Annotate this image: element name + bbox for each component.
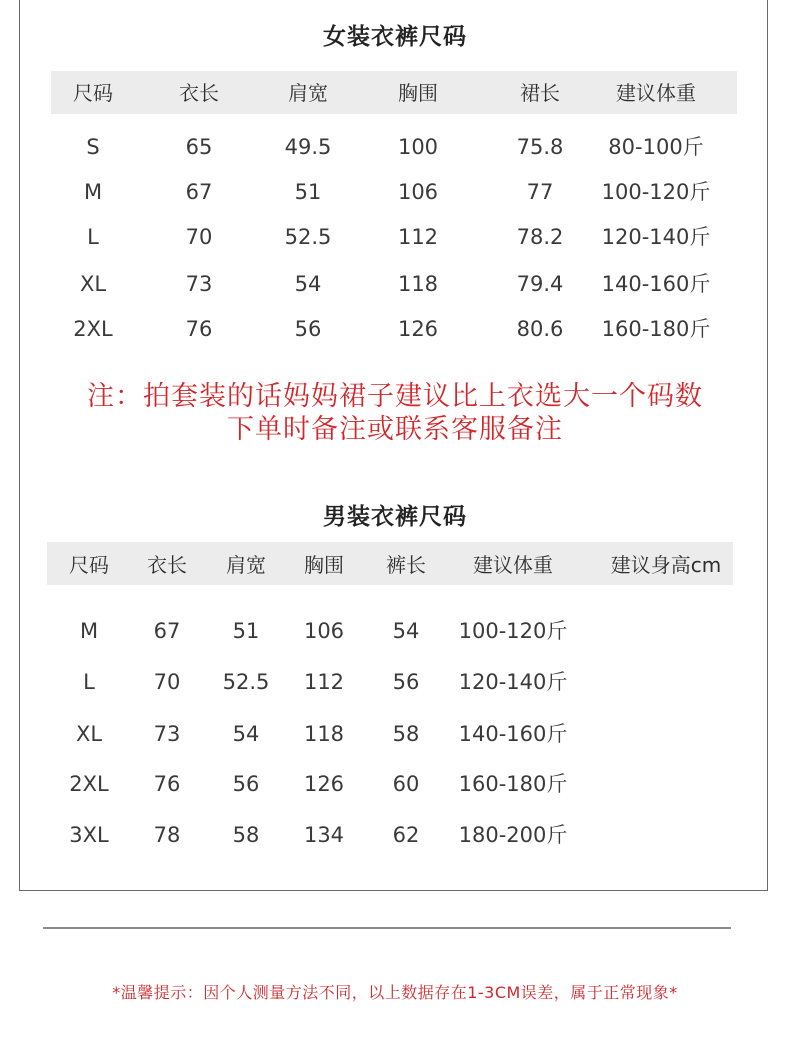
size-note-line-2: 下单时备注或联系客服备注 — [227, 414, 563, 445]
men-table-cell: 62 — [392, 823, 420, 847]
men-header-cell: 建议体重 — [473, 553, 553, 577]
men-table-cell: 2XL — [69, 772, 109, 796]
women-table-cell: 75.8 — [516, 135, 564, 159]
women-size-title: 女装衣裤尺码 — [323, 24, 467, 50]
women-table-cell: 52.5 — [284, 225, 332, 249]
men-header-cell: 肩宽 — [226, 553, 266, 577]
men-size-title: 男装衣裤尺码 — [323, 504, 467, 530]
men-table-cell: 58 — [392, 722, 420, 746]
men-header-cell: 建议身高cm — [610, 553, 722, 577]
men-table-cell: 160-180斤 — [458, 772, 568, 796]
women-table-cell: 49.5 — [284, 135, 332, 159]
women-table-cell: 78.2 — [516, 225, 564, 249]
women-table-cell: 100 — [397, 135, 439, 159]
women-table-cell: 106 — [397, 180, 439, 204]
men-table-cell: 112 — [303, 670, 345, 694]
women-table-cell: 70 — [185, 225, 213, 249]
size-note-line-1: 注：拍套装的话妈妈裙子建议比上衣选大一个码数 — [87, 381, 703, 412]
women-table-cell: L — [87, 225, 99, 249]
women-table-cell: 126 — [397, 317, 439, 341]
men-table-cell: 3XL — [69, 823, 109, 847]
women-table-cell: 51 — [294, 180, 322, 204]
men-header-cell: 胸围 — [304, 553, 344, 577]
women-table-cell: 120-140斤 — [601, 225, 711, 249]
women-table-cell: S — [86, 135, 100, 159]
men-table-cell: 134 — [303, 823, 345, 847]
women-table-cell: 77 — [526, 180, 554, 204]
women-header-cell: 胸围 — [398, 81, 438, 105]
women-header-cell: 建议体重 — [616, 81, 696, 105]
men-header-cell: 尺码 — [69, 553, 109, 577]
men-table-cell: 100-120斤 — [458, 619, 568, 643]
men-table-cell: 56 — [232, 772, 260, 796]
men-table-cell: 58 — [232, 823, 260, 847]
women-table-cell: 54 — [294, 272, 322, 296]
men-table-cell: 70 — [153, 670, 181, 694]
men-header-cell: 衣长 — [147, 553, 187, 577]
men-table-cell: 106 — [303, 619, 345, 643]
men-table-cell: M — [79, 619, 99, 643]
women-table-cell: XL — [79, 272, 107, 296]
men-table-cell: 78 — [153, 823, 181, 847]
women-table-cell: 80.6 — [516, 317, 564, 341]
women-table-cell: M — [83, 180, 103, 204]
men-table-cell: 54 — [392, 619, 420, 643]
women-table-cell: 80-100斤 — [608, 135, 704, 159]
divider-line — [43, 927, 731, 929]
men-table-cell: 180-200斤 — [458, 823, 568, 847]
women-header-cell: 肩宽 — [288, 81, 328, 105]
women-table-cell: 100-120斤 — [601, 180, 711, 204]
women-table-cell: 56 — [294, 317, 322, 341]
men-table-cell: 120-140斤 — [458, 670, 568, 694]
women-table-cell: 2XL — [73, 317, 113, 341]
women-table-cell: 67 — [185, 180, 213, 204]
men-table-cell: L — [83, 670, 95, 694]
men-table-cell: 60 — [392, 772, 420, 796]
women-table-cell: 118 — [397, 272, 439, 296]
men-table-cell: 51 — [232, 619, 260, 643]
measurement-disclaimer: *温馨提示：因个人测量方法不同，以上数据存在1-3CM误差，属于正常现象* — [112, 983, 678, 1002]
men-table-cell: XL — [75, 722, 103, 746]
men-table-cell: 76 — [153, 772, 181, 796]
women-header-cell: 尺码 — [73, 81, 113, 105]
men-table-cell: 67 — [153, 619, 181, 643]
men-table-cell: 54 — [232, 722, 260, 746]
men-header-cell: 裤长 — [386, 553, 426, 577]
men-table-cell: 52.5 — [222, 670, 270, 694]
women-table-cell: 76 — [185, 317, 213, 341]
women-table-cell: 160-180斤 — [601, 317, 711, 341]
women-table-cell: 140-160斤 — [601, 272, 711, 296]
men-table-cell: 118 — [303, 722, 345, 746]
women-table-cell: 112 — [397, 225, 439, 249]
women-table-cell: 79.4 — [516, 272, 564, 296]
men-table-cell: 126 — [303, 772, 345, 796]
women-table-cell: 73 — [185, 272, 213, 296]
men-table-cell: 56 — [392, 670, 420, 694]
women-table-cell: 65 — [185, 135, 213, 159]
men-table-cell: 73 — [153, 722, 181, 746]
women-header-cell: 衣长 — [179, 81, 219, 105]
women-header-cell: 裙长 — [520, 81, 560, 105]
men-table-cell: 140-160斤 — [458, 722, 568, 746]
